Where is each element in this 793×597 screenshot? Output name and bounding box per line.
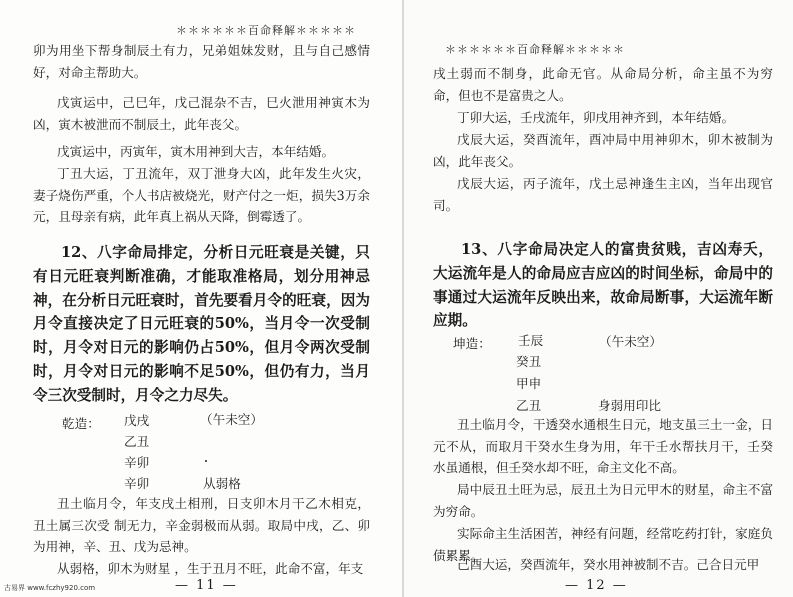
left-pillar-month: 乙丑 — [124, 434, 150, 449]
left-chart-pattern: 从弱格 — [203, 476, 241, 491]
ink-speck — [205, 460, 207, 462]
right-analysis-paragraph-2: 局中辰丑土旺为忌，辰丑土为日元甲木的财星，命主不富为穷命。 — [433, 482, 773, 519]
left-chart-note: （午未空） — [200, 412, 263, 427]
right-chart-note: （午未空） — [599, 334, 662, 349]
right-page-number: — 12 — — [565, 578, 628, 593]
left-intro-paragraph-4: 丁丑大运，丁丑流年，双丁泄身大凶，此年发生火灾，妻子烧伤严重，个人书店被烧光，财产付之一炬，损失3万余元，且母亲有病，此年真上祸从天降，倒霉透了。 — [33, 166, 370, 224]
right-pillar-hour: 乙丑 — [516, 398, 542, 413]
right-intro-paragraph-4: 戊辰大运，丙子流年，戊土忌神逢生主凶，当年出现官司。 — [433, 176, 773, 213]
left-analysis-paragraph-2: 从弱格，卯木为财星 ，生于丑月不旺，此命不富，年支 — [57, 561, 364, 576]
left-page-header: ＊＊＊＊＊＊百命释解＊＊＊＊＊ — [176, 24, 356, 37]
right-page — [404, 0, 793, 597]
right-pillar-day: 甲申 — [516, 376, 542, 391]
right-intro-paragraph-2: 丁卯大运，壬戌流年，卯戌用神齐到，本年结婚。 — [457, 110, 735, 125]
right-intro-paragraph-3: 戊辰大运，癸酉流年，酉冲局中用神卯木，卯木被制为凶，此年丧父。 — [433, 132, 773, 169]
right-pillar-month: 癸丑 — [516, 354, 542, 369]
site-watermark: 古易界 www.fczhy920.com — [4, 584, 96, 592]
left-pillar-day: 辛卯 — [124, 455, 150, 470]
left-chart-label: 乾造： — [62, 416, 100, 431]
right-chart-pattern: 身弱用印比 — [598, 398, 661, 413]
left-pillar-hour: 辛卯 — [124, 476, 150, 491]
left-pillar-year: 戊戌 — [124, 413, 150, 428]
right-analysis-paragraph-3: 实际命主生活困苦，神经有问题，经常吃药打针，家庭负债累累。 — [433, 526, 773, 563]
left-analysis-paragraph-1: 丑土临月令，年支戌土相刑，日支卯木月干乙木相克，丑土属三次受 制无力，辛金弱极而从弱。取局中戌，乙、卯为用神，辛、丑、戊为忌神。 — [33, 496, 370, 554]
right-analysis-paragraph-4: 己酉大运，癸酉流年，癸水用神被制不吉。己合日元甲 — [457, 557, 760, 572]
left-intro-paragraph-3: 戊寅运中，丙寅年，寅木用神到大吉，本年结婚。 — [57, 144, 335, 159]
right-pillar-year: 壬辰 — [518, 333, 544, 348]
left-intro-paragraph-2: 戊寅运中，己巳年，戊己混杂不吉，巳火泄用神寅木为凶，寅木被泄而不制辰土，此年丧父。 — [33, 95, 370, 132]
left-intro-paragraph-1: 卯为用坐下帮身制辰土有力，兄弟姐妹发财，且与自己感情好，对命主帮助大。 — [33, 43, 370, 80]
right-intro-paragraph-1: 戌土弱而不制身，此命无官。从命局分析，命主虽不为穷命，但也不是富贵之人。 — [433, 66, 773, 103]
left-page-number: — 11 — — [175, 578, 238, 593]
left-section-heading: 12、八字命局排定，分析日元旺衰是关键，只有日元旺衰判断准确，才能取准格局，划分用神忌神，在分析日元旺衰时，首先要看月令的旺衰，因为月令直接决定了日元旺衰的50%，当月令一次受制时，月令对日元的影响仍占50%，但月令两次受制时，月令对日元的影响不足50%，但仍有力，当月令三次受制时，月令之力尽失。 — [33, 244, 370, 404]
right-analysis-paragraph-1: 丑土临月令，干透癸水通根生日元，地支虽三土一金，日元不从，而取月干癸水生身为用，年干壬水帮扶月干，壬癸水虽通根，但壬癸水却不旺，命主文化不高。 — [433, 417, 773, 475]
right-page-header: ＊＊＊＊＊＊百命释解＊＊＊＊＊ — [445, 43, 625, 56]
right-section-heading: 13、八字命局决定人的富贵贫贱，吉凶寿夭，大运流年是人的命局应吉应凶的时间坐标，命局中的事通过大运流年反映出来，故命局断事，大运流年断应期。 — [433, 241, 773, 330]
right-chart-label: 坤造： — [453, 336, 491, 351]
